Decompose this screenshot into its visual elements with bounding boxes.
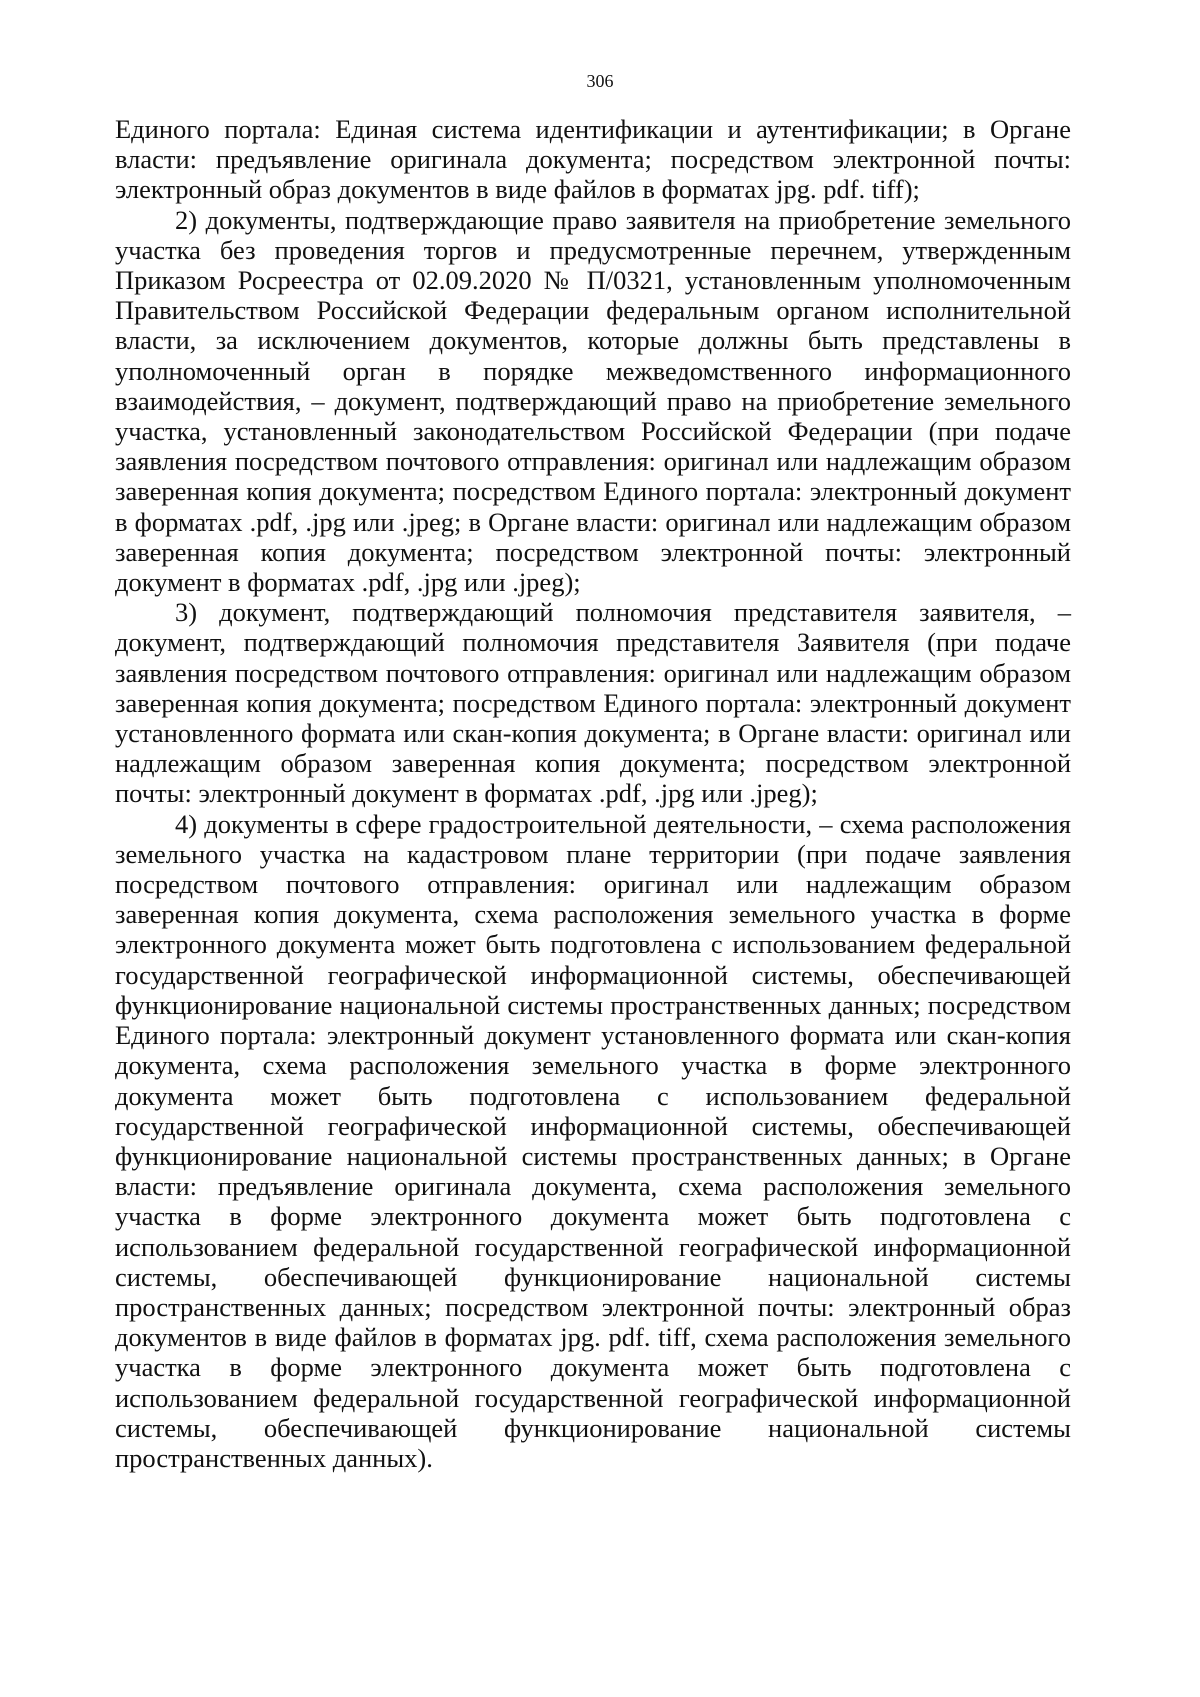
page-number: 306 — [586, 71, 614, 91]
paragraph-item-4: 4) документы в сфере градостроительной деятельности, – схема расположения земельного участка на кадастровом плане территории (при подаче заявления посредством почтового отправления: оригинал или надлежащим образом заверенная копия документа, схема расположения земельного участка в форме электронного документа может быть подготовлена с использованием федеральной государственной географической информационной системы, обеспечивающей функционирование национальной системы пространственных данных; посредством Единого портала: электронный документ установленного формата или скан-копия документа, схема расположения земельного участка в форме электронного документа может быть подготовлена с использованием федеральной государственной географической информационной системы, обеспечивающей функционирование национальной системы пространственных данных; в Органе власти: предъявление оригинала документа, схема расположения земельного участка в форме электронного документа может быть подготовлена с использованием федеральной государственной географической информационной системы, обеспечивающей функционирование национальной системы пространственных данных; посредством электронной почты: электронный образ документов в виде файлов в форматах jpg. pdf. tiff, схема расположения земельного участка в форме электронного документа может быть подготовлена с использованием федеральной государственной географической информационной системы, обеспечивающей функционирование национальной системы пространственных данных). — [115, 808, 1071, 1473]
paragraph-item-3: 3) документ, подтверждающий полномочия представителя заявителя, – документ, подтверждающий полномочия представителя Заявителя (при подаче заявления посредством почтового отправления: оригинал или надлежащим образом заверенная копия документа; посредством Единого портала: электронный документ установленного формата или скан-копия документа; в Органе власти: оригинал или надлежащим образом заверенная копия документа; посредством электронной почты: электронный документ в форматах .pdf, .jpg или .jpeg); — [115, 597, 1071, 809]
paragraph-item-2: 2) документы, подтверждающие право заявителя на приобретение земельного участка без проведения торгов и предусмотренные перечнем, утвержденным Приказом Росреестра от 02.09.2020 № П/0321, установленным уполномоченным Правительством Российской Федерации федеральным органом исполнительной власти, за исключением документов, которые должны быть представлены в уполномоченный орган в порядке межведомственного информационного взаимодействия, – документ, подтверждающий право на приобретение земельного участка, установленный законодательством Российской Федерации (при подаче заявления посредством почтового отправления: оригинал или надлежащим образом заверенная копия документа; посредством Единого портала: электронный документ в форматах .pdf, .jpg или .jpeg; в Органе власти: оригинал или надлежащим образом заверенная копия документа; посредством электронной почты: электронный документ в форматах .pdf, .jpg или .jpeg); — [115, 204, 1071, 598]
paragraph-continuation: Единого портала: Единая система идентификации и аутентификации; в Органе власти: предъявление оригинала документа; посредством электронной почты: электронный образ документов в виде файлов в форматах jpg. pdf. tiff); — [115, 114, 1071, 205]
document-body — [115, 114, 1071, 1473]
